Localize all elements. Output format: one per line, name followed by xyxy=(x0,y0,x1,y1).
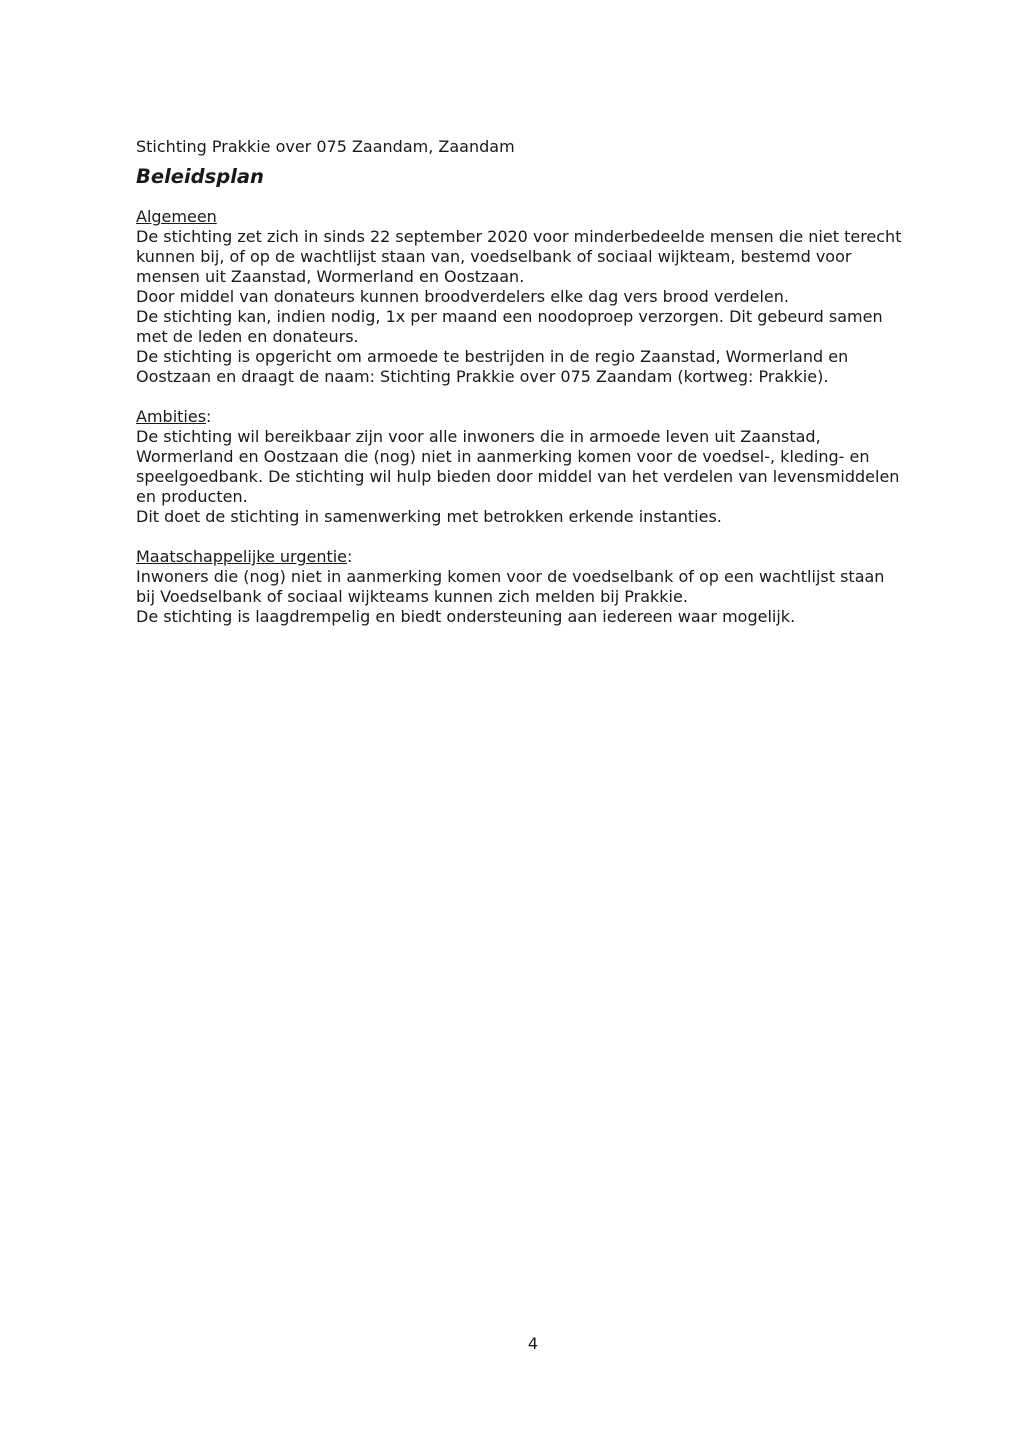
section-heading xyxy=(136,207,936,227)
section-algemeen xyxy=(136,207,936,387)
paragraph-line: met de leden en donateurs. xyxy=(136,327,359,346)
section-heading-text: Algemeen xyxy=(136,207,217,226)
section-heading xyxy=(136,407,936,427)
section-heading-text: Maatschappelijke urgentie xyxy=(136,547,348,566)
paragraph-line: Door middel van donateurs kunnen broodverdelers elke dag vers brood verdelen. xyxy=(136,287,789,306)
page-content xyxy=(136,137,936,627)
paragraph-line: De stichting wil bereikbaar zijn voor alle inwoners die in armoede leven uit Zaanstad, xyxy=(136,427,821,446)
section-heading xyxy=(136,547,936,567)
section-heading-suffix: : xyxy=(347,547,353,566)
paragraph-line: De stichting kan, indien nodig, 1x per maand een noodoproep verzorgen. Dit gebeurd samen xyxy=(136,307,883,326)
paragraph-line: mensen uit Zaanstad, Wormerland en Oostzaan. xyxy=(136,267,525,286)
paragraph-line: Inwoners die (nog) niet in aanmerking komen voor de voedselbank of op een wachtlijst staan xyxy=(136,567,885,586)
paragraph-line: bij Voedselbank of sociaal wijkteams kunnen zich melden bij Prakkie. xyxy=(136,587,688,606)
organization-line: Stichting Prakkie over 075 Zaandam, Zaandam xyxy=(136,137,515,156)
paragraph-line: en producten. xyxy=(136,487,248,506)
document-title: Beleidsplan xyxy=(136,165,264,188)
section-heading-suffix: : xyxy=(206,407,212,426)
paragraph-line: De stichting is opgericht om armoede te bestrijden in de regio Zaanstad, Wormerland en xyxy=(136,347,849,366)
section-maatschappelijke-urgentie xyxy=(136,547,936,627)
paragraph-line: speelgoedbank. De stichting wil hulp bieden door middel van het verdelen van levensmiddelen xyxy=(136,467,900,486)
paragraph-line: De stichting is laagdrempelig en biedt ondersteuning aan iedereen waar mogelijk. xyxy=(136,607,796,626)
section-ambities xyxy=(136,407,936,527)
paragraph-line: kunnen bij, of op de wachtlijst staan van, voedselbank of sociaal wijkteam, bestemd voor xyxy=(136,247,852,266)
paragraph-line: De stichting zet zich in sinds 22 september 2020 voor minderbedeelde mensen die niet terecht xyxy=(136,227,902,246)
paragraph-line: Dit doet de stichting in samenwerking met betrokken erkende instanties. xyxy=(136,507,722,526)
section-heading-text: Ambities xyxy=(136,407,207,426)
paragraph-line: Oostzaan en draagt de naam: Stichting Prakkie over 075 Zaandam (kortweg: Prakkie). xyxy=(136,367,829,386)
paragraph-line: Wormerland en Oostzaan die (nog) niet in aanmerking komen voor de voedsel-, kleding- en xyxy=(136,447,870,466)
page-number: 4 xyxy=(527,1334,539,1353)
